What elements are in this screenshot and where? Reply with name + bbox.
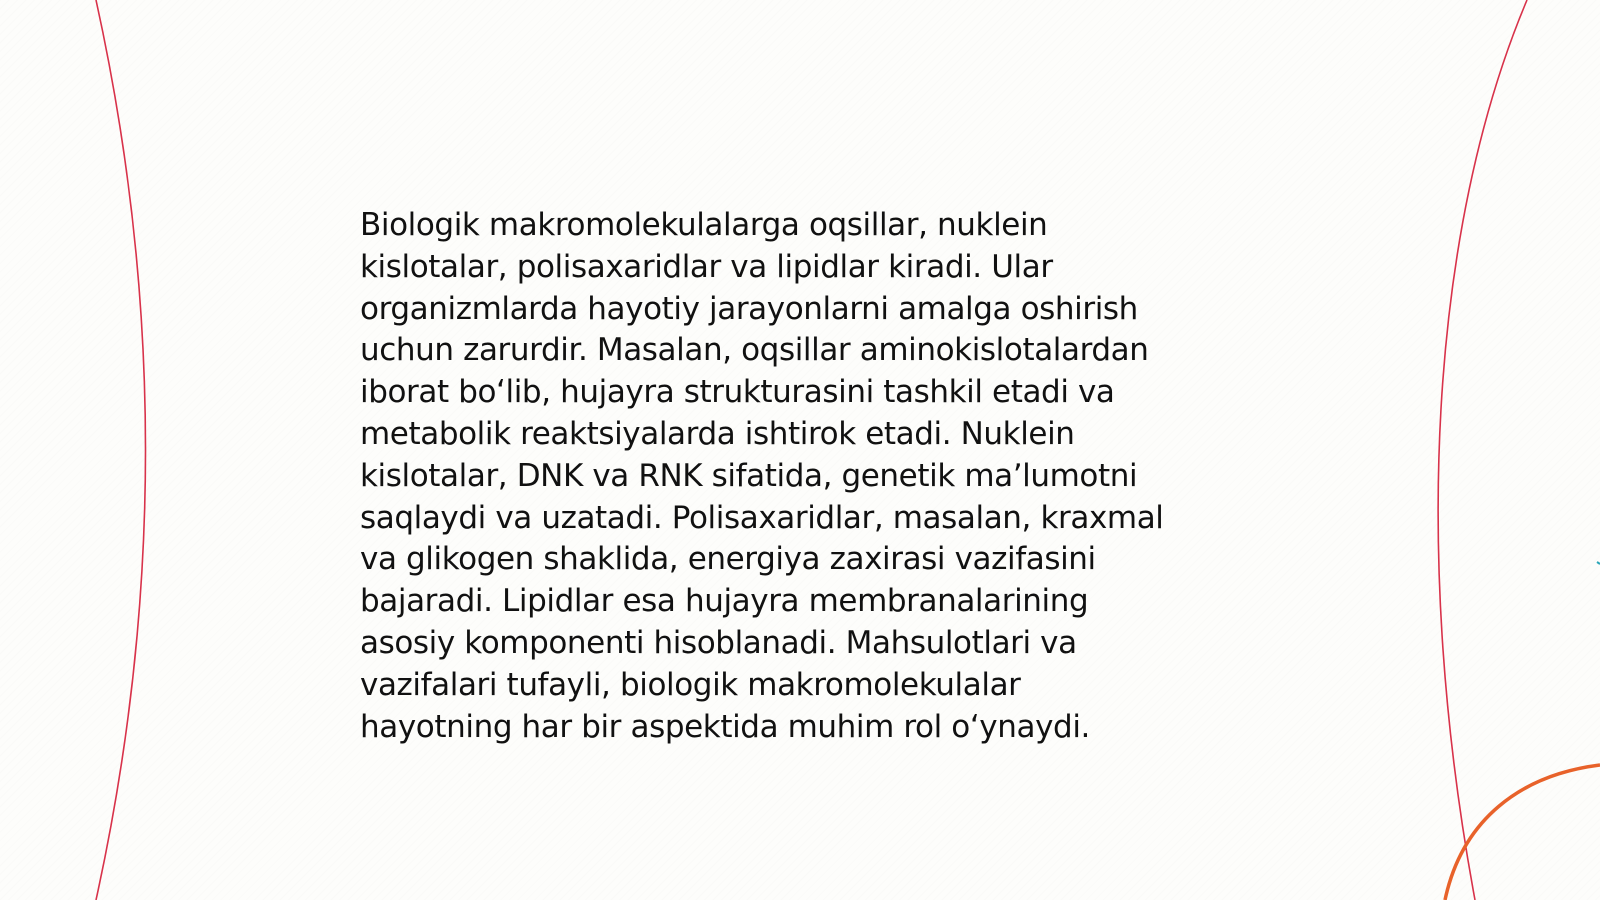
right-curve-line (1438, 0, 1527, 900)
body-paragraph: Biologik makromolekulalarga oqsillar, nuklein kislotalar, polisaxaridlar va lipidlar kiradi. Ular organizmlarda hayotiy jarayonlarni amalga oshirish uchun zarurdir. Masalan, oqsillar aminokislotalardan iborat bo‘lib, hujayra strukturasini tashkil etadi va metabolik reaktsiyalarda ishtirok etadi. Nuklein kislotalar, DNK va RNK sifatida, genetik ma’lumotni saqlaydi va uzatadi. Polisaxaridlar, masalan, kraxmal va glikogen shaklida, energiya zaxirasi vazifasini bajaradi. Lipidlar esa hujayra membranalarining asosiy komponenti hisoblanadi. Mahsulotlari va vazifalari tufayli, biologik makromolekulalar hayotning har bir aspektida muhim rol o‘ynaydi. (360, 207, 1164, 745)
orange-arc (1445, 765, 1600, 900)
left-curve-line (96, 0, 146, 900)
